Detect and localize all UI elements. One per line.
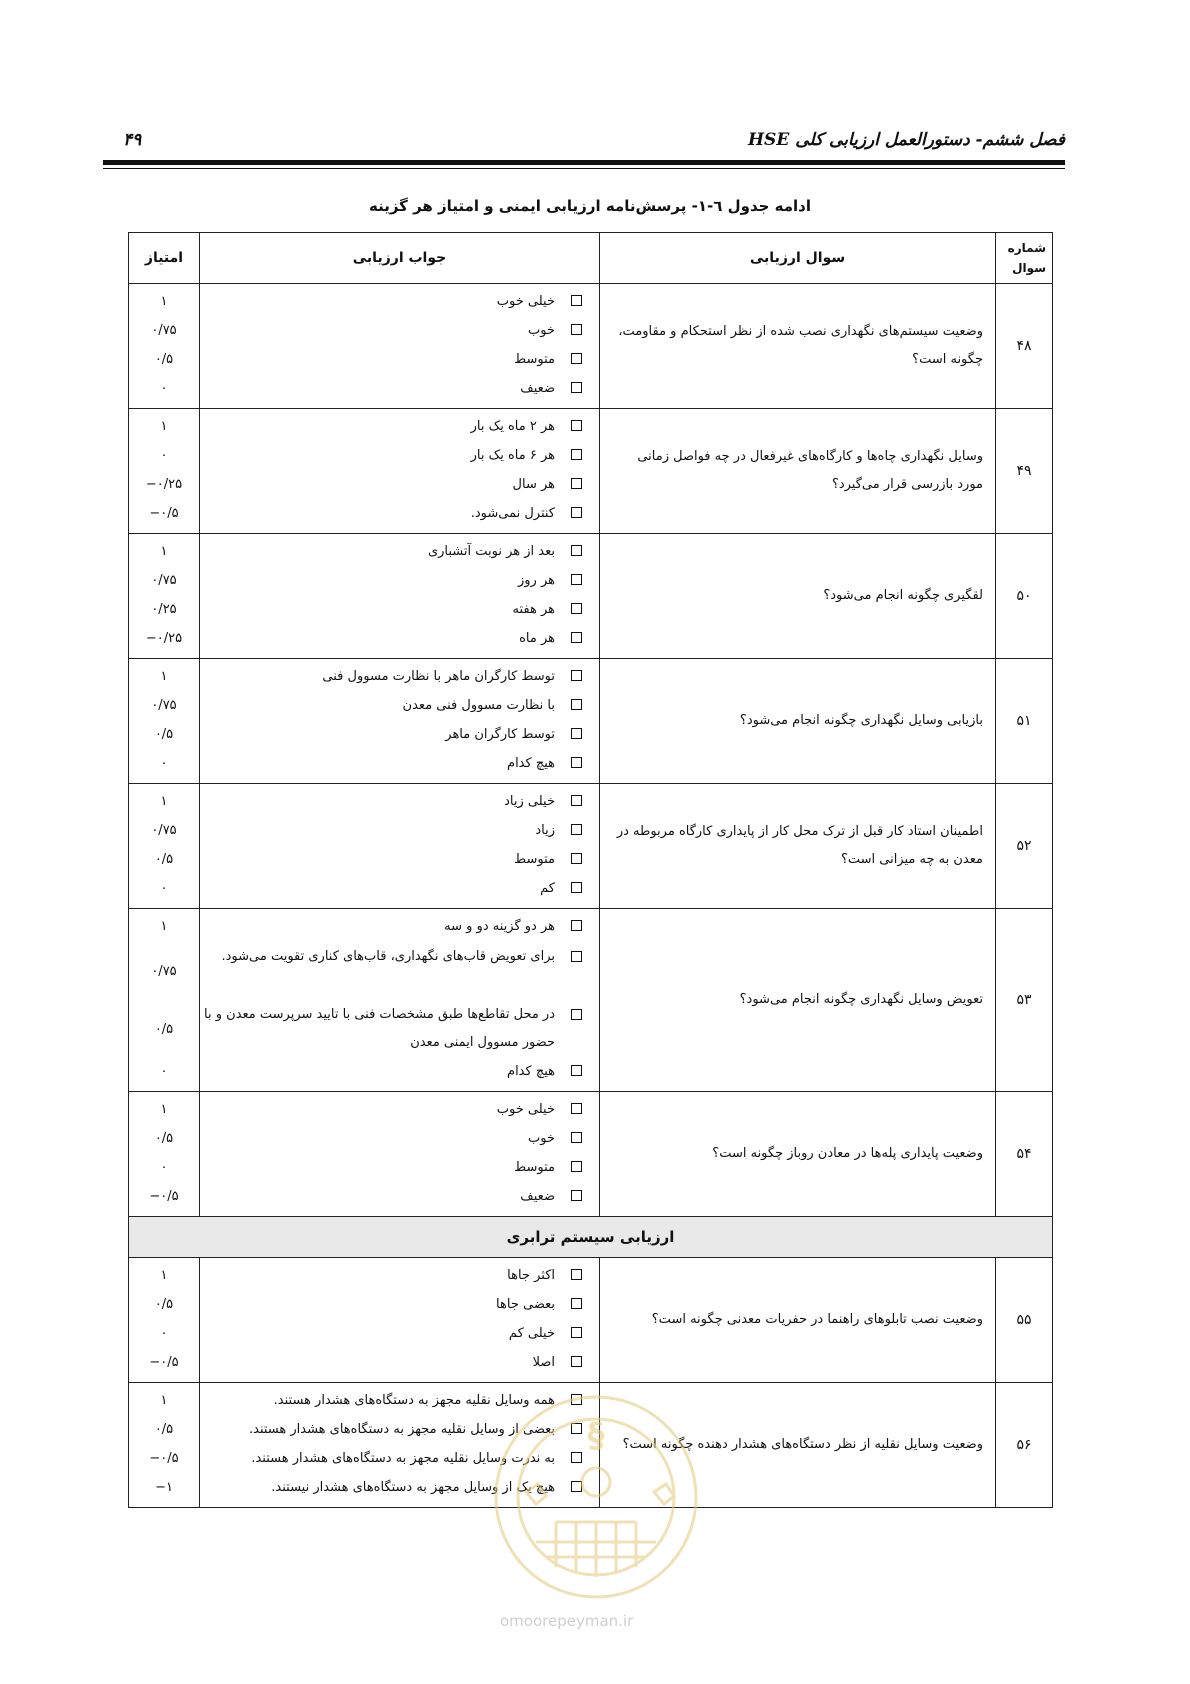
answer-options — [200, 1092, 600, 1217]
table-header-row — [129, 233, 1053, 284]
score-value: ۱ — [160, 1268, 168, 1283]
col-header-question: سوال ارزیابی — [600, 233, 996, 284]
score-values — [129, 284, 200, 409]
option-label: برای تعویض قاب‌های نگهداری، قاب‌های کناری تقویت می‌شود. — [221, 949, 555, 964]
score-value: ۰/۵ — [154, 727, 174, 742]
checkbox-icon[interactable] — [571, 353, 582, 364]
option-label: خوب — [528, 1131, 555, 1146]
question-text: وضعیت سیستم‌های نگهداری نصب شده از نظر استحکام و مقاومت، چگونه است؟ — [600, 284, 996, 409]
answer-option[interactable] — [200, 539, 599, 568]
question-text: بازیابی وسایل نگهداری چگونه انجام می‌شود؟ — [600, 659, 996, 784]
score-values — [129, 1092, 200, 1217]
table-row — [129, 284, 1053, 409]
question-number: ۴۹ — [996, 409, 1053, 534]
question-text: وضعیت پایداری پله‌ها در معادن روباز چگونه است؟ — [600, 1092, 996, 1217]
question-number: ۵۲ — [996, 784, 1053, 909]
score-value: ۰/۵ — [154, 352, 174, 367]
checkbox-icon[interactable] — [571, 1327, 582, 1338]
score-value: −۰/۵ — [149, 1189, 179, 1204]
question-text: وضعیت نصب تابلوهای راهنما در حفریات معدنی چگونه است؟ — [600, 1258, 996, 1383]
table-row — [129, 1258, 1053, 1383]
option-label: ضعیف — [520, 381, 555, 396]
score-value: ۰/۷۵ — [151, 323, 177, 338]
answer-option[interactable] — [200, 1292, 599, 1321]
score-value: −۰/۵ — [149, 1451, 179, 1466]
option-label: متوسط — [514, 1160, 555, 1175]
score-value: ۰ — [160, 1326, 168, 1341]
checkbox-icon[interactable] — [571, 757, 582, 768]
answer-option[interactable] — [200, 1097, 599, 1126]
option-label: هیچ یک از وسایل مجهز به دستگاه‌های هشدار نیستند. — [271, 1480, 555, 1495]
question-number: ۵۳ — [996, 909, 1053, 1092]
answer-option[interactable] — [200, 472, 599, 501]
score-value: ۰/۷۵ — [151, 964, 177, 979]
header-rule-thin — [103, 168, 1065, 169]
watermark-url: omoorepeyman.ir — [500, 1612, 634, 1630]
score-value: ۰ — [160, 1160, 168, 1175]
option-label: متوسط — [514, 852, 555, 867]
option-label: زیاد — [535, 823, 555, 838]
question-text: تعویض وسایل نگهداری چگونه انجام می‌شود؟ — [600, 909, 996, 1092]
checkbox-icon[interactable] — [571, 1269, 582, 1280]
answer-option[interactable] — [200, 818, 599, 847]
checkbox-icon[interactable] — [571, 574, 582, 585]
score-value: ۰/۷۵ — [151, 698, 177, 713]
option-label: هر ۶ ماه یک بار — [470, 448, 555, 463]
score-value: ۱ — [160, 1393, 168, 1408]
score-value: ۰/۵ — [154, 1131, 174, 1146]
answer-option[interactable] — [200, 1155, 599, 1184]
answer-option[interactable] — [200, 443, 599, 472]
score-values — [129, 1383, 200, 1508]
score-value: ۱ — [160, 794, 168, 809]
checkbox-icon[interactable] — [571, 1103, 582, 1114]
score-value: −۰/۲۵ — [145, 477, 183, 492]
option-label: خیلی کم — [508, 1326, 555, 1341]
answer-option[interactable] — [200, 789, 599, 818]
checkbox-icon[interactable] — [571, 382, 582, 393]
option-label: متوسط — [514, 352, 555, 367]
checkbox-icon[interactable] — [571, 545, 582, 556]
option-label: هیچ کدام — [507, 1064, 555, 1079]
score-values — [129, 1258, 200, 1383]
checkbox-icon[interactable] — [571, 795, 582, 806]
answer-option[interactable] — [200, 1001, 599, 1059]
answer-option[interactable] — [200, 1321, 599, 1350]
answer-options — [200, 659, 600, 784]
answer-options — [200, 909, 600, 1092]
score-value: ۰ — [160, 756, 168, 771]
answer-option[interactable] — [200, 1263, 599, 1292]
answer-option[interactable] — [200, 376, 599, 405]
answer-option[interactable] — [200, 1184, 599, 1213]
table-row — [129, 409, 1053, 534]
answer-option[interactable] — [200, 943, 599, 1001]
answer-option[interactable] — [200, 876, 599, 905]
score-value: −۰/۲۵ — [145, 631, 183, 646]
option-label: هر هفته — [512, 602, 555, 617]
option-label: اکثر جاها — [507, 1268, 555, 1283]
answer-option[interactable] — [200, 568, 599, 597]
question-number: ۴۸ — [996, 284, 1053, 409]
option-label: خیلی زیاد — [504, 794, 555, 809]
checkbox-icon[interactable] — [571, 478, 582, 489]
option-label: بعضی از وسایل نقلیه مجهز به دستگاه‌های هشدار هستند. — [248, 1422, 555, 1437]
option-label: کنترل نمی‌شود. — [470, 506, 555, 521]
score-values — [129, 784, 200, 909]
score-value: ۱ — [160, 669, 168, 684]
answer-options — [200, 534, 600, 659]
answer-option[interactable] — [200, 914, 599, 943]
answer-options — [200, 784, 600, 909]
table-row — [129, 659, 1053, 784]
score-value: ۰ — [160, 881, 168, 896]
option-label: کم — [540, 881, 555, 896]
option-label: هر دو گزینه دو و سه — [444, 919, 555, 934]
table-row — [129, 909, 1053, 1092]
score-value: ۱ — [160, 544, 168, 559]
answer-options — [200, 409, 600, 534]
answer-option[interactable] — [200, 722, 599, 751]
checkbox-icon[interactable] — [571, 1132, 582, 1143]
col-header-number: شماره سوال — [996, 233, 1053, 284]
score-value: ۱ — [160, 1102, 168, 1117]
score-value: ۱ — [160, 919, 168, 934]
checkbox-icon[interactable] — [571, 295, 582, 306]
question-text: وضعیت وسایل نقلیه از نظر دستگاه‌های هشدار دهنده چگونه است؟ — [600, 1383, 996, 1508]
score-values — [129, 659, 200, 784]
score-value: ۰ — [160, 448, 168, 463]
answer-option[interactable] — [200, 318, 599, 347]
score-value: ۰/۵ — [154, 1297, 174, 1312]
answer-option[interactable] — [200, 501, 599, 530]
checkbox-icon[interactable] — [571, 951, 582, 962]
checkbox-icon[interactable] — [571, 728, 582, 739]
checkbox-icon[interactable] — [571, 1356, 582, 1367]
option-label: خیلی خوب — [496, 1102, 555, 1117]
option-label: هر ماه — [519, 631, 555, 646]
checkbox-icon[interactable] — [571, 324, 582, 335]
score-value: ۰ — [160, 381, 168, 396]
score-value: −۰/۵ — [149, 506, 179, 521]
answer-options — [200, 284, 600, 409]
score-value: ۰ — [160, 1064, 168, 1079]
option-label: هیچ کدام — [507, 756, 555, 771]
checkbox-icon[interactable] — [571, 1009, 582, 1020]
score-value: ۰/۷۵ — [151, 573, 177, 588]
answer-option[interactable] — [200, 751, 599, 780]
score-value: ۰/۵ — [154, 852, 174, 867]
score-values — [129, 909, 200, 1092]
option-label: بعد از هر نوبت آتشباری — [427, 544, 555, 559]
checkbox-icon[interactable] — [571, 920, 582, 931]
option-label: خیلی خوب — [496, 294, 555, 309]
score-values — [129, 409, 200, 534]
answer-option[interactable] — [200, 664, 599, 693]
option-label: هر روز — [518, 573, 555, 588]
option-label: با نظارت مسوول فنی معدن — [402, 698, 555, 713]
page-header — [103, 130, 1065, 164]
checkbox-icon[interactable] — [571, 1065, 582, 1076]
option-label: اصلا — [532, 1355, 555, 1370]
answer-option[interactable] — [200, 347, 599, 376]
answer-option[interactable] — [200, 289, 599, 318]
checkbox-icon[interactable] — [571, 853, 582, 864]
score-value: ۰/۷۵ — [151, 823, 177, 838]
score-value: ۱ — [160, 419, 168, 434]
watermark-seal — [486, 1372, 706, 1612]
checkbox-icon[interactable] — [571, 632, 582, 643]
col-header-answer: جواب ارزیابی — [200, 233, 600, 284]
score-value: ۰/۵ — [154, 1422, 174, 1437]
option-label: خوب — [528, 323, 555, 338]
checkbox-icon[interactable] — [571, 670, 582, 681]
question-text: لقگیری چگونه انجام می‌شود؟ — [600, 534, 996, 659]
score-value: ۰/۲۵ — [151, 602, 177, 617]
score-value: ۰/۵ — [154, 1022, 174, 1037]
table-caption: ادامه جدول ٦-١- پرسش‌نامه ارزیابی ایمنی و امتیاز هر گزینه — [368, 197, 812, 215]
checkbox-icon[interactable] — [571, 824, 582, 835]
option-label: در محل تقاطع‌ها طبق مشخصات فنی با تایید سرپرست معدن و با حضور مسوول ایمنی معدن — [204, 1007, 555, 1050]
score-value: ۱ — [160, 294, 168, 309]
checkbox-icon[interactable] — [571, 449, 582, 460]
assessment-table — [128, 232, 1053, 1508]
answer-options — [200, 1258, 600, 1383]
question-number: ۵۰ — [996, 534, 1053, 659]
svg-text:§: § — [587, 1416, 605, 1456]
answer-option[interactable] — [200, 847, 599, 876]
checkbox-icon[interactable] — [571, 882, 582, 893]
table-row — [129, 1092, 1053, 1217]
answer-option[interactable] — [200, 1126, 599, 1155]
checkbox-icon[interactable] — [571, 699, 582, 710]
checkbox-icon[interactable] — [571, 603, 582, 614]
chapter-title: فصل ششم- دستورالعمل ارزیابی کلی HSE — [748, 130, 1065, 150]
table-row — [129, 534, 1053, 659]
page-number: ۴۹ — [123, 130, 142, 150]
answer-option[interactable] — [200, 626, 599, 655]
option-label: توسط کارگران ماهر با نظارت مسوول فنی — [322, 669, 555, 684]
table-row — [129, 784, 1053, 909]
checkbox-icon[interactable] — [571, 1298, 582, 1309]
header-rule-thick — [103, 160, 1065, 165]
question-number: ۵۵ — [996, 1258, 1053, 1383]
section-title: ارزیابی سیستم ترابری — [129, 1217, 1053, 1258]
checkbox-icon[interactable] — [571, 420, 582, 431]
score-value: −۰/۵ — [149, 1355, 179, 1370]
answer-option[interactable] — [200, 1059, 599, 1088]
option-label: هر سال — [512, 477, 555, 492]
option-label: به ندرت وسایل نقلیه مجهز به دستگاه‌های هشدار هستند. — [251, 1451, 555, 1466]
section-row — [129, 1217, 1053, 1258]
option-label: بعضی جاها — [496, 1297, 555, 1312]
question-number: ۵۶ — [996, 1383, 1053, 1508]
option-label: هر ۲ ماه یک بار — [470, 419, 555, 434]
option-label: توسط کارگران ماهر — [445, 727, 555, 742]
checkbox-icon[interactable] — [571, 1190, 582, 1201]
col-header-score: امتیاز — [129, 233, 200, 284]
score-value: −۱ — [155, 1480, 173, 1495]
option-label: همه وسایل نقلیه مجهز به دستگاه‌های هشدار هستند. — [273, 1393, 555, 1408]
score-values — [129, 534, 200, 659]
answer-option[interactable] — [200, 597, 599, 626]
option-label: ضعیف — [520, 1189, 555, 1204]
question-number: ۵۴ — [996, 1092, 1053, 1217]
answer-option[interactable] — [200, 414, 599, 443]
checkbox-icon[interactable] — [571, 507, 582, 518]
question-number: ۵۱ — [996, 659, 1053, 784]
checkbox-icon[interactable] — [571, 1161, 582, 1172]
answer-option[interactable] — [200, 693, 599, 722]
question-text: اطمینان استاد کار قبل از ترک محل کار از پایداری کارگاه مربوطه در معدن به چه میزانی است؟ — [600, 784, 996, 909]
question-text: وسایل نگهداری چاه‌ها و کارگاه‌های غیرفعال در چه فواصل زمانی مورد بازرسی قرار می‌گیرد؟ — [600, 409, 996, 534]
